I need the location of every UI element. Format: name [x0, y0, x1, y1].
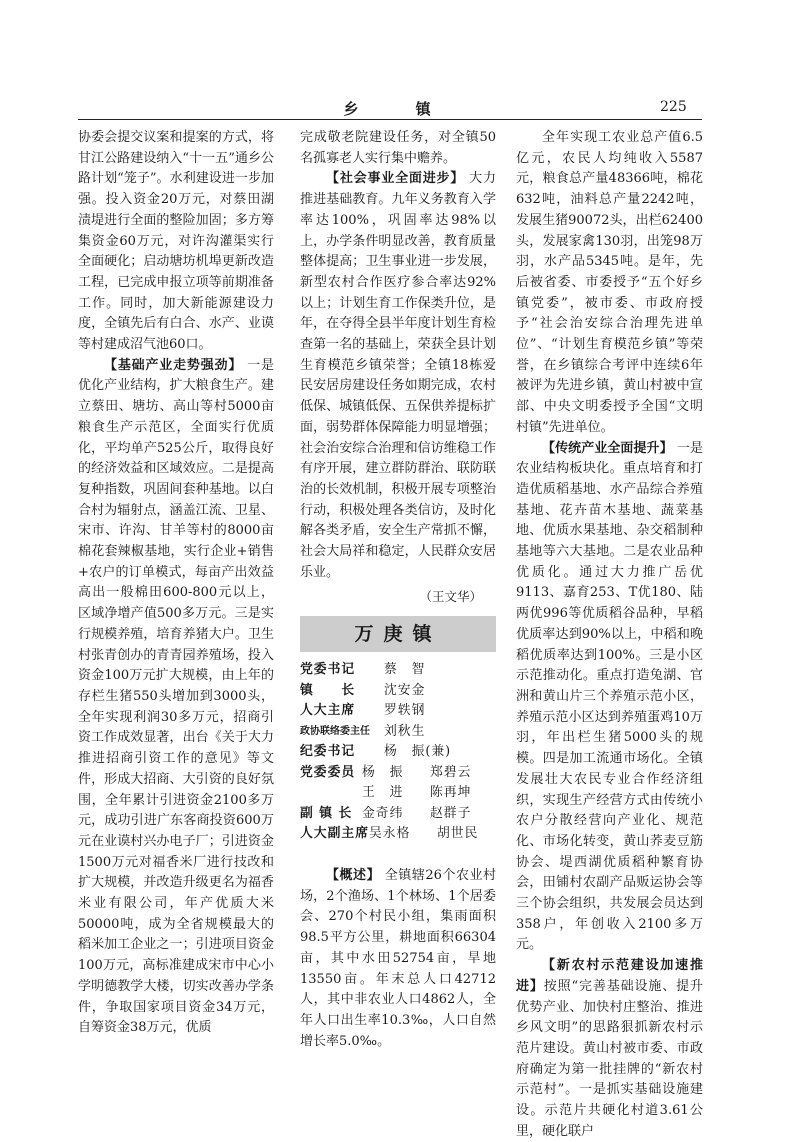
paragraph-body: 全镇辖26个农业村场，2个渔场、1个林场、1个居委会、270个村民小组，集雨面积98.5平方公里，耕地面积66304亩，其中水田52754亩，旱地13550亩。年末总人口42712人，其中非农业人口4862人，全年人口出生率10.3‰，人口自然增长率5.0‰。	[300, 868, 496, 1049]
official-name: 王 进	[362, 785, 404, 800]
paragraph	[516, 439, 703, 957]
official-title: 人大副主席	[300, 826, 369, 841]
official-row	[300, 660, 498, 681]
overview-section	[300, 866, 496, 1052]
official-title: 纪委书记	[300, 744, 356, 759]
official-row	[300, 681, 498, 702]
official-name: 沈安金	[384, 682, 426, 698]
official-name: 金奇纬	[362, 805, 404, 821]
section-heading: 【传统产业全面提升】	[542, 440, 673, 456]
page-number: 225	[660, 99, 687, 115]
official-title: 副 镇 长	[300, 805, 353, 821]
official-title: 人大主席	[300, 703, 356, 718]
official-title: 党委书记	[300, 662, 356, 677]
paragraph	[300, 866, 496, 1052]
official-row	[300, 804, 498, 825]
official-title: 政协联络委主任	[300, 725, 370, 737]
official-name: 吴永格	[368, 826, 411, 841]
column-3	[516, 128, 703, 1142]
paragraph-body: 一是优化产业结构，扩大粮食生产。建立蔡田、塘坊、高山等村5000亩粮食生产示范区，全面实行优质化，平均单产525公斤，取得良好的经济效益和区域效应。二是提高复种指数，巩固间套种基地。以白合村为辐射点，涵盖江流、卫星、宋市、许沟、甘羊等村的8000亩棉花套辣椒基地，实行企业+销售+农户的订单模式，每亩产出效益高出一般棉田600-800元以上，区域净增产值500多万元。三是实行规模养殖，培育养猪大户。卫生村张青创办的青青园养殖场，投入资金100万元扩大规模，由上年的存栏生猪550头增加到3000头，全年实现利润30多万元，招商引资工作成效显著，出台《关于大力推进招商引资工作的意见》等文件，形成大招商、大引资的良好氛围，全年累计引进资金2100多万元，成功引进广东客商投资600万元在业谟村兴办电子厂；引进资金1500万元对福香米厂进行技改和扩大规模，并改造升级更名为福香米业有限公司，年产优质大米50000吨，成为全省规模最大的稻米加工企业之一；引进项目资金100万元，高标准建成宋市中心小学明德教学大楼，切实改善办学条件，争取国家项目资金34万元，自筹资金38万元，优质	[78, 357, 274, 1036]
official-title: 镇 长	[300, 682, 356, 698]
official-row	[300, 783, 498, 804]
official-row	[300, 824, 498, 845]
column-1	[78, 128, 274, 1039]
official-name: 罗轶钢	[384, 703, 426, 718]
running-header-title: 乡 镇	[343, 100, 457, 118]
official-title	[300, 783, 362, 804]
author-signature: （王文华）	[419, 589, 482, 605]
paragraph: 全年实现工农业总产值6.5亿元，农民人均纯收入5587元，粮食总产量48366吨，棉花632吨，油料总产量2242吨，发展生猪90072头，出栏62400头，发展家禽130羽，出笼98万羽，水产品5345吨。是年，先后被省委、市委授予“五个好乡镇党委”，被市委、市政府授予“社会治安综合治理先进单位”、“计划生育模范乡镇”等荣誉，在乡镇综合考评中连续6年被评为先进乡镇，黄山村被中宣部、中央文明委授予全国“文明村镇”先进单位。	[516, 130, 703, 435]
official-row	[300, 701, 498, 722]
official-name: 胡世民	[436, 826, 479, 841]
official-row	[300, 742, 498, 763]
paragraph-body: 按照“完善基础设施、提升优势产业、加快村庄整治、推进乡风文明”的思路狠抓新农村示范片建设。黄山村被市委、市政府确定为第一批挂牌的“新农村示范村”。一是抓实基础设施建设。示范片共硬化村道3.61公里，硬化联户	[516, 978, 703, 1139]
officials-list	[300, 660, 498, 845]
official-title: 党委委员	[300, 764, 356, 780]
official-row	[300, 722, 498, 743]
paragraph	[78, 356, 274, 1039]
official-name: 赵群子	[430, 805, 472, 821]
paragraph-body: 一是农业结构板块化。重点培育和打造优质稻基地、水产品综合养殖基地、花卉苗木基地、蔬菜基地、优质水果基地、杂交稻制种基地等六大基地。二是农业品种优质化。通过大力推广岳优9113、嘉育253、T优180、陆两优996等优质稻谷品种，早稻优质率达到90%以上，中稻和晚稻优质率达到100%。三是小区示范推动化。重点打造兔湖、官洲和黄山片三个养殖示范小区，养殖示范小区达到养殖蛋鸡10万羽，年出栏生猪5000头的规模。四是加工流通市场化。全镇发展壮大农民专业合作经济组织，实现生产经营方式由传统小农户分散经营向产业化、规范化、市场化转变，黄山荞麦豆筋协会、堤西湖优质稻种繁育协会，田铺村农副产品贩运协会等三个协会组织，共发展会员达到358户，年创收入2100多万元。	[516, 440, 703, 953]
official-name: 蔡 智	[384, 662, 426, 677]
section-title-box: 万庚镇	[300, 616, 496, 652]
official-name: 杨 振	[362, 764, 404, 780]
official-name: 郑碧云	[430, 764, 472, 780]
paragraph-body: 大力推进基础教育。九年义务教育入学率达100%，巩固率达98%以上，办学条件明显改善，教育质量整体提高；卫生事业进一步发展，新型农村合作医疗参合率达92%以上；计划生育工作保类升位，是年，在夺得全县半年度计划生育检查第一名的基础上，荣获全县计划生育模范乡镇荣誉；全镇18栋爱民安居房建设任务如期完成，农村低保、城镇低保、五保供养提标扩面，弱势群体保障能力明显增强；社会治安综合治理和信访维稳工作有序开展，建立群防群治、联防联治的长效机制，积极开展专项整治行动，积极处理各类信访，及时化解各类矛盾，安全生产常抓不懈，社会大局祥和稳定，人民群众安居乐业。	[300, 171, 496, 580]
official-row	[300, 763, 498, 784]
section-heading: 【概述】	[326, 868, 381, 883]
paragraph: 完成敬老院建设任务，对全镇50名孤寡老人实行集中赡养。	[300, 130, 496, 166]
section-heading: 【新农村示范建设加速推进】	[516, 958, 703, 994]
header-rule	[78, 119, 702, 120]
section-heading: 【社会事业全面进步】	[326, 171, 465, 187]
section-heading: 【基础产业走势强劲】	[104, 357, 243, 373]
paragraph: 协委会提交议案和提案的方式，将甘江公路建设纳入“十一五”通乡公路计划“笼子”。水利建设进一步加强。投入资金20万元，对蔡田湖渍堤进行全面的整险加固；多方筹集资金60万元，对许沟灌渠实行全面硬化；启动塘坊机埠更新改造工程，已完成申报立项等前期准备工作。同时，加大新能源建设力度，全镇先后有白合、水产、业谟等村建成沼气池60口。	[78, 130, 274, 353]
column-2	[300, 128, 496, 608]
official-name: 陈再坤	[430, 785, 472, 800]
official-name: 杨 振(兼)	[384, 744, 452, 759]
official-name: 刘秋生	[384, 723, 426, 739]
paragraph	[300, 169, 496, 583]
paragraph	[516, 956, 703, 1142]
